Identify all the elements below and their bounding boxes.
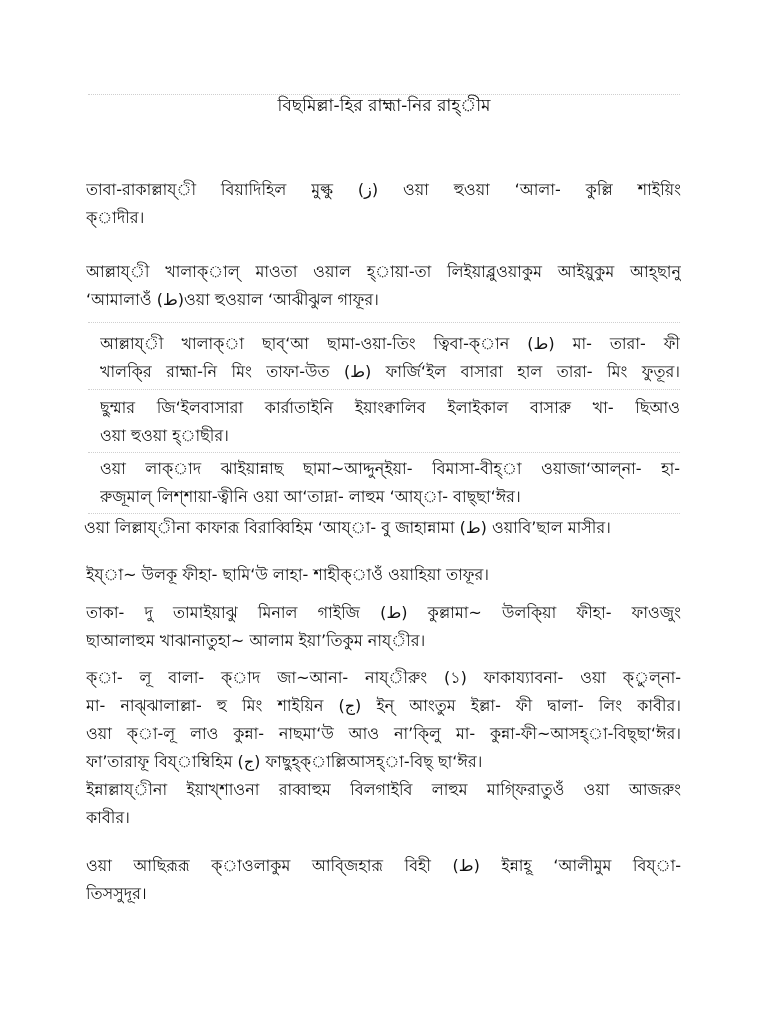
verse-line: তিসসুদূর। — [86, 884, 147, 903]
verse-8 — [86, 599, 681, 655]
verse-1 — [86, 176, 681, 232]
top-divider — [88, 94, 680, 95]
verse-line: ছুম্মার জি‘ইলবাসারা কার্রাতাইনি ইয়াংক্বালিব ইলাইকাল বাসারু খা- ছিআও — [100, 398, 680, 417]
slice-divider — [88, 389, 680, 390]
verse-7 — [86, 561, 681, 589]
verse-line: ছাআলাহুম খাঝানাতুহা~ আলাম ইয়া’তিকুম নায্ীর। — [86, 631, 426, 650]
verse-line: ওয়া লাক্াদ ঝাইয়ান্নাছ ছামা~আদ্দুন্ইয়া- বিমাসা-বীহ্া ওয়াজা‘আল্না- হা- — [100, 459, 680, 478]
verse-4 — [100, 394, 680, 450]
verse-2 — [86, 258, 681, 314]
verse-line: আল্লায্ী খালাক্াল্ মাওতা ওয়াল হ্ায়া-তা লিইয়াব্লুওয়াকুম আইয়ুকুম আহ্ছানু — [86, 262, 681, 281]
verse-line: মা- নাঝ্ঝালাল্লা- হু মিং শাইয়িন (ج) ইন্ আংতুম ইল্লা- ফী দ্বালা- লিং কাবীর। — [86, 696, 681, 715]
verse-line: ওয়া আছিরূরূ ক্াওলাকুম আবি্জহারূ বিহী (ط) ইন্নাহূ ‘আলীমুম বিয্া- — [86, 856, 681, 875]
verse-line: ফা’তারাফূ বিয্াম্বিহিম (ج) ফাছুহ্ক্াল্লিআসহ্া-বিছ্ ছা‘ঈর। — [86, 752, 483, 771]
verse-line: ওয়া লিল্লায্ীনা কাফারূ বিরাব্বিহিম ‘আয্া- বু জাহান্নামা (ط) ওয়াবি’ছাল মাসীর। — [84, 518, 611, 537]
slice-divider — [88, 452, 680, 453]
verse-line: রুজূমাল্ লিশ্শায়া-ত্বীনি ওয়া আ‘তাদ্না- লাহুম ‘আয্া- বাছ্ছা‘ঈর। — [100, 487, 521, 506]
slice-divider — [88, 322, 680, 323]
verse-10 — [86, 852, 681, 908]
verse-line: ক্া- লূ বালা- ক্াদ জা~আনা- নায্ীরুং (১) ফাকায্যাবনা- ওয়া ক্ুল্না- — [86, 668, 681, 687]
verse-line: কাবীর। — [86, 808, 130, 827]
verse-line: ক্াদীর। — [86, 208, 145, 227]
verse-line: ওয়া ক্া-লূ লাও কুন্না- নাছমা‘উ আও না’কি্লু মা- কুন্না-ফী~আসহ্া-বিছ্ছা‘ঈর। — [86, 724, 681, 743]
verse-line: তাকা- দু তামাইয়াঝু মিনাল গাইজি (ط) কুল্লামা~ উলকি্য়া ফীহা- ফাওজুং — [86, 603, 681, 622]
verse-line: তাবা-রাকাল্লায্ী বিয়াদিহিল মুল্কু (ز) ওয়া হুওয়া ‘আলা- কুল্লি শাইয়িং — [86, 180, 681, 199]
verse-line: ‘আমালাওঁ (ط)ওয়া হুওয়াল ‘আঝীঝুল গাফূর। — [86, 290, 379, 309]
verse-line: ওয়া হুওয়া হ্াছীর। — [100, 426, 229, 445]
verse-3 — [100, 330, 680, 386]
verse-6 — [84, 514, 679, 542]
verse-5 — [100, 455, 680, 511]
verse-9 — [86, 664, 681, 832]
verse-line: আল্লায্ী খালাক্া ছাব্‘আ ছামা-ওয়া-তিং ত্বিবা-ক্ান (ط) মা- তারা- ফী — [100, 334, 680, 353]
verse-line: ইন্নাল্লায্ীনা ইয়াখ্শাওনা রাব্বাহুম বিলগাইবি লাহুম মাগ্ফিরাতুওঁ ওয়া আজরুং — [86, 780, 681, 799]
verse-line: খালকি্র রাহ্মা-নি মিং তাফা-উত (ط) ফার্জি‘ইল বাসারা হাল তারা- মিং ফুতূর। — [100, 362, 680, 381]
verse-line: ইয্া~ উলকূ ফীহা- ছামি‘উ লাহা- শাহীক্াওঁ ওয়াহিয়া তাফূর। — [86, 565, 489, 584]
page-title: বিছমিল্লা-হির রাহ্মা-নির রাহ্ীম — [277, 96, 491, 116]
